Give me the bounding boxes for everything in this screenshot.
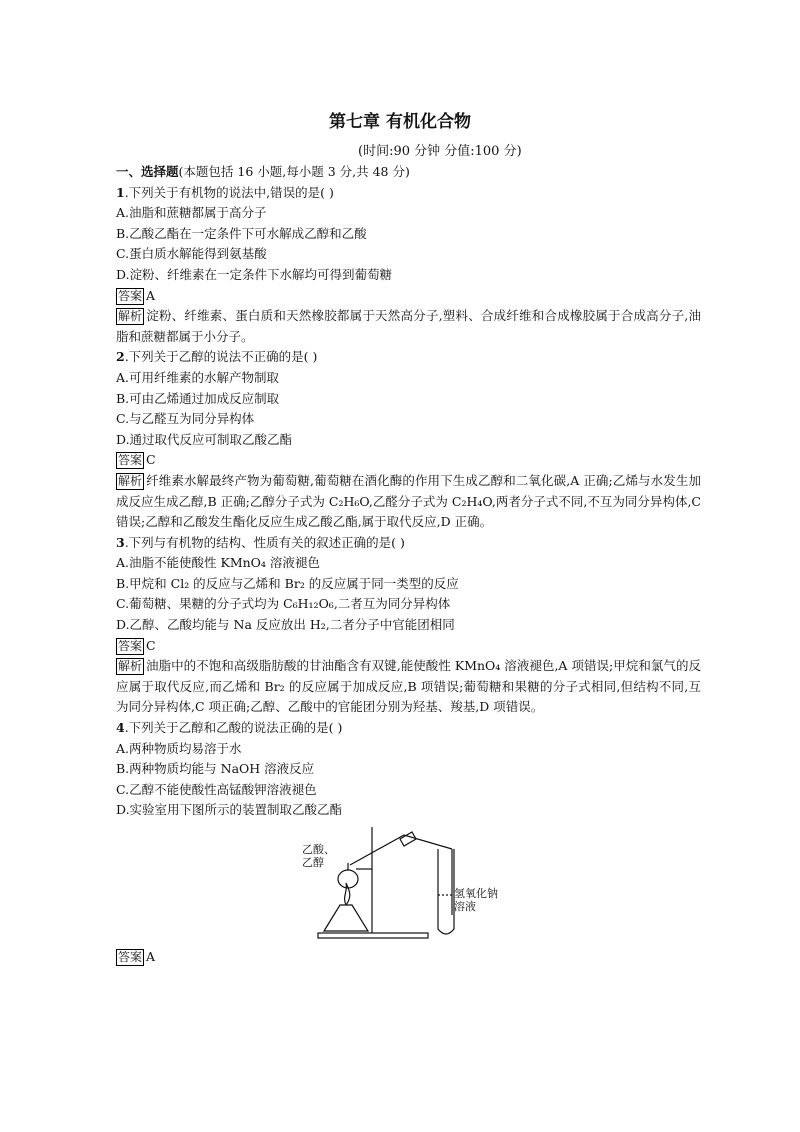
question-number: 3 <box>116 534 125 550</box>
alcohol-lamp <box>324 905 368 931</box>
option: B.乙酸乙酯在一定条件下可水解成乙醇和乙酸 <box>116 225 367 241</box>
esterification-apparatus-diagram <box>304 825 524 943</box>
question-list <box>116 162 701 968</box>
option: D.实验室用下图所示的装置制取乙酸乙酯 <box>116 802 343 818</box>
exam-info: (时间:90 分钟 分值:100 分) <box>358 144 522 159</box>
question-stem: 4.下列关于乙醇和乙酸的说法正确的是( ) <box>116 720 343 736</box>
option: D.淀粉、纤维素在一定条件下水解均可得到葡萄糖 <box>116 266 393 282</box>
analysis-tag: 解析 <box>118 309 143 324</box>
analysis-text: 纤维素水解最终产物为葡萄糖,葡萄糖在酒化酶的作用下生成乙醇和二氧化碳,A 正确;乙烯与水发生加成反应生成乙醇,B 正确;乙醇分子式为 C₂H₆O,乙醛分子式为 C₂H₄O,两者分子式不同,不互为同分异构体,C 错误;乙醇和乙酸发生酯化反应生成乙酸乙酯,属于取代反应,D 正确。 <box>116 472 701 530</box>
answer-tag: 答案 <box>118 638 143 653</box>
analysis-row <box>116 471 701 533</box>
analysis-tag: 解析 <box>118 659 143 674</box>
question-number: 2 <box>116 349 125 365</box>
reagent-label: 乙酸、 乙醇 <box>302 843 335 869</box>
analysis-row <box>116 656 701 718</box>
option: C.与乙醛互为同分异构体 <box>116 411 255 427</box>
answer-row <box>116 947 701 968</box>
answer-tag: 答案 <box>118 288 143 303</box>
solution-label: 氢氧化钠 溶液 <box>454 887 498 913</box>
stand-base <box>318 933 428 938</box>
answer-value: A <box>146 949 156 964</box>
delivery-tube <box>350 835 452 865</box>
page-title: 第七章 有机化合物 <box>329 112 471 132</box>
answer-tag: 答案 <box>118 453 143 468</box>
question-stem: 1.下列关于有机物的说法中,错误的是( ) <box>116 184 334 200</box>
analysis-text: 淀粉、纤维素、蛋白质和天然橡胶都属于天然高分子,塑料、合成纤维和合成橡胶属于合成高分子,油脂和蔗糖都属于小分子。 <box>116 308 701 344</box>
analysis-row <box>116 306 701 347</box>
answer-value: C <box>146 637 156 653</box>
option: B.两种物质均能与 NaOH 溶液反应 <box>116 761 315 777</box>
section-note: (本题包括 16 小题,每小题 3 分,共 48 分) <box>178 164 410 179</box>
option: D.乙醇、乙酸均能与 Na 反应放出 H₂,二者分子中官能团相同 <box>116 617 455 633</box>
answer-row <box>116 450 701 471</box>
option: A.油脂和蔗糖都属于高分子 <box>116 205 267 221</box>
answer-row <box>116 286 701 307</box>
question-stem: 3.下列与有机物的结构、性质有关的叙述正确的是( ) <box>116 534 405 550</box>
option: D.通过取代反应可制取乙酸乙酯 <box>116 431 293 447</box>
flame <box>345 883 350 905</box>
option: A.两种物质均易溶于水 <box>116 740 242 756</box>
answer-tag: 答案 <box>118 950 143 964</box>
option: B.甲烷和 Cl₂ 的反应与乙烯和 Br₂ 的反应属于同一类型的反应 <box>116 575 459 591</box>
option: A.可用纤维素的水解产物制取 <box>116 369 280 385</box>
analysis-tag: 解析 <box>118 473 143 488</box>
option: B.可由乙烯通过加成反应制取 <box>116 390 280 406</box>
analysis-text: 油脂中的不饱和高级脂肪酸的甘油酯含有双键,能使酸性 KMnO₄ 溶液褪色,A 项错误;甲烷和氯气的反应属于取代反应,而乙烯和 Br₂ 的反应属于加成反应,B 项错误;葡萄糖和果糖的分子式相同,但结构不同,互为同分异构体,C 项正确;乙醇、乙酸中的官能团分别为羟基、羧基,D 项错误。 <box>116 658 701 715</box>
option: C.乙醇不能使酸性高锰酸钾溶液褪色 <box>116 781 317 797</box>
question-number: 4 <box>116 720 125 736</box>
section-heading <box>116 162 701 183</box>
answer-row <box>116 636 701 657</box>
option: C.葡萄糖、果糖的分子式均为 C₆H₁₂O₆,二者互为同分异构体 <box>116 596 451 612</box>
apparatus-figure <box>116 821 701 947</box>
answer-value: C <box>146 452 156 468</box>
section-title: 一、选择题 <box>116 164 179 179</box>
stopper <box>400 832 416 846</box>
option: C.蛋白质水解能得到氨基酸 <box>116 246 267 262</box>
answer-value: A <box>146 287 156 303</box>
flask <box>338 870 358 888</box>
option: A.油脂不能使酸性 KMnO₄ 溶液褪色 <box>116 555 320 571</box>
question-stem: 2.下列关于乙醇的说法不正确的是( ) <box>116 349 318 365</box>
question-number: 1 <box>116 184 125 200</box>
